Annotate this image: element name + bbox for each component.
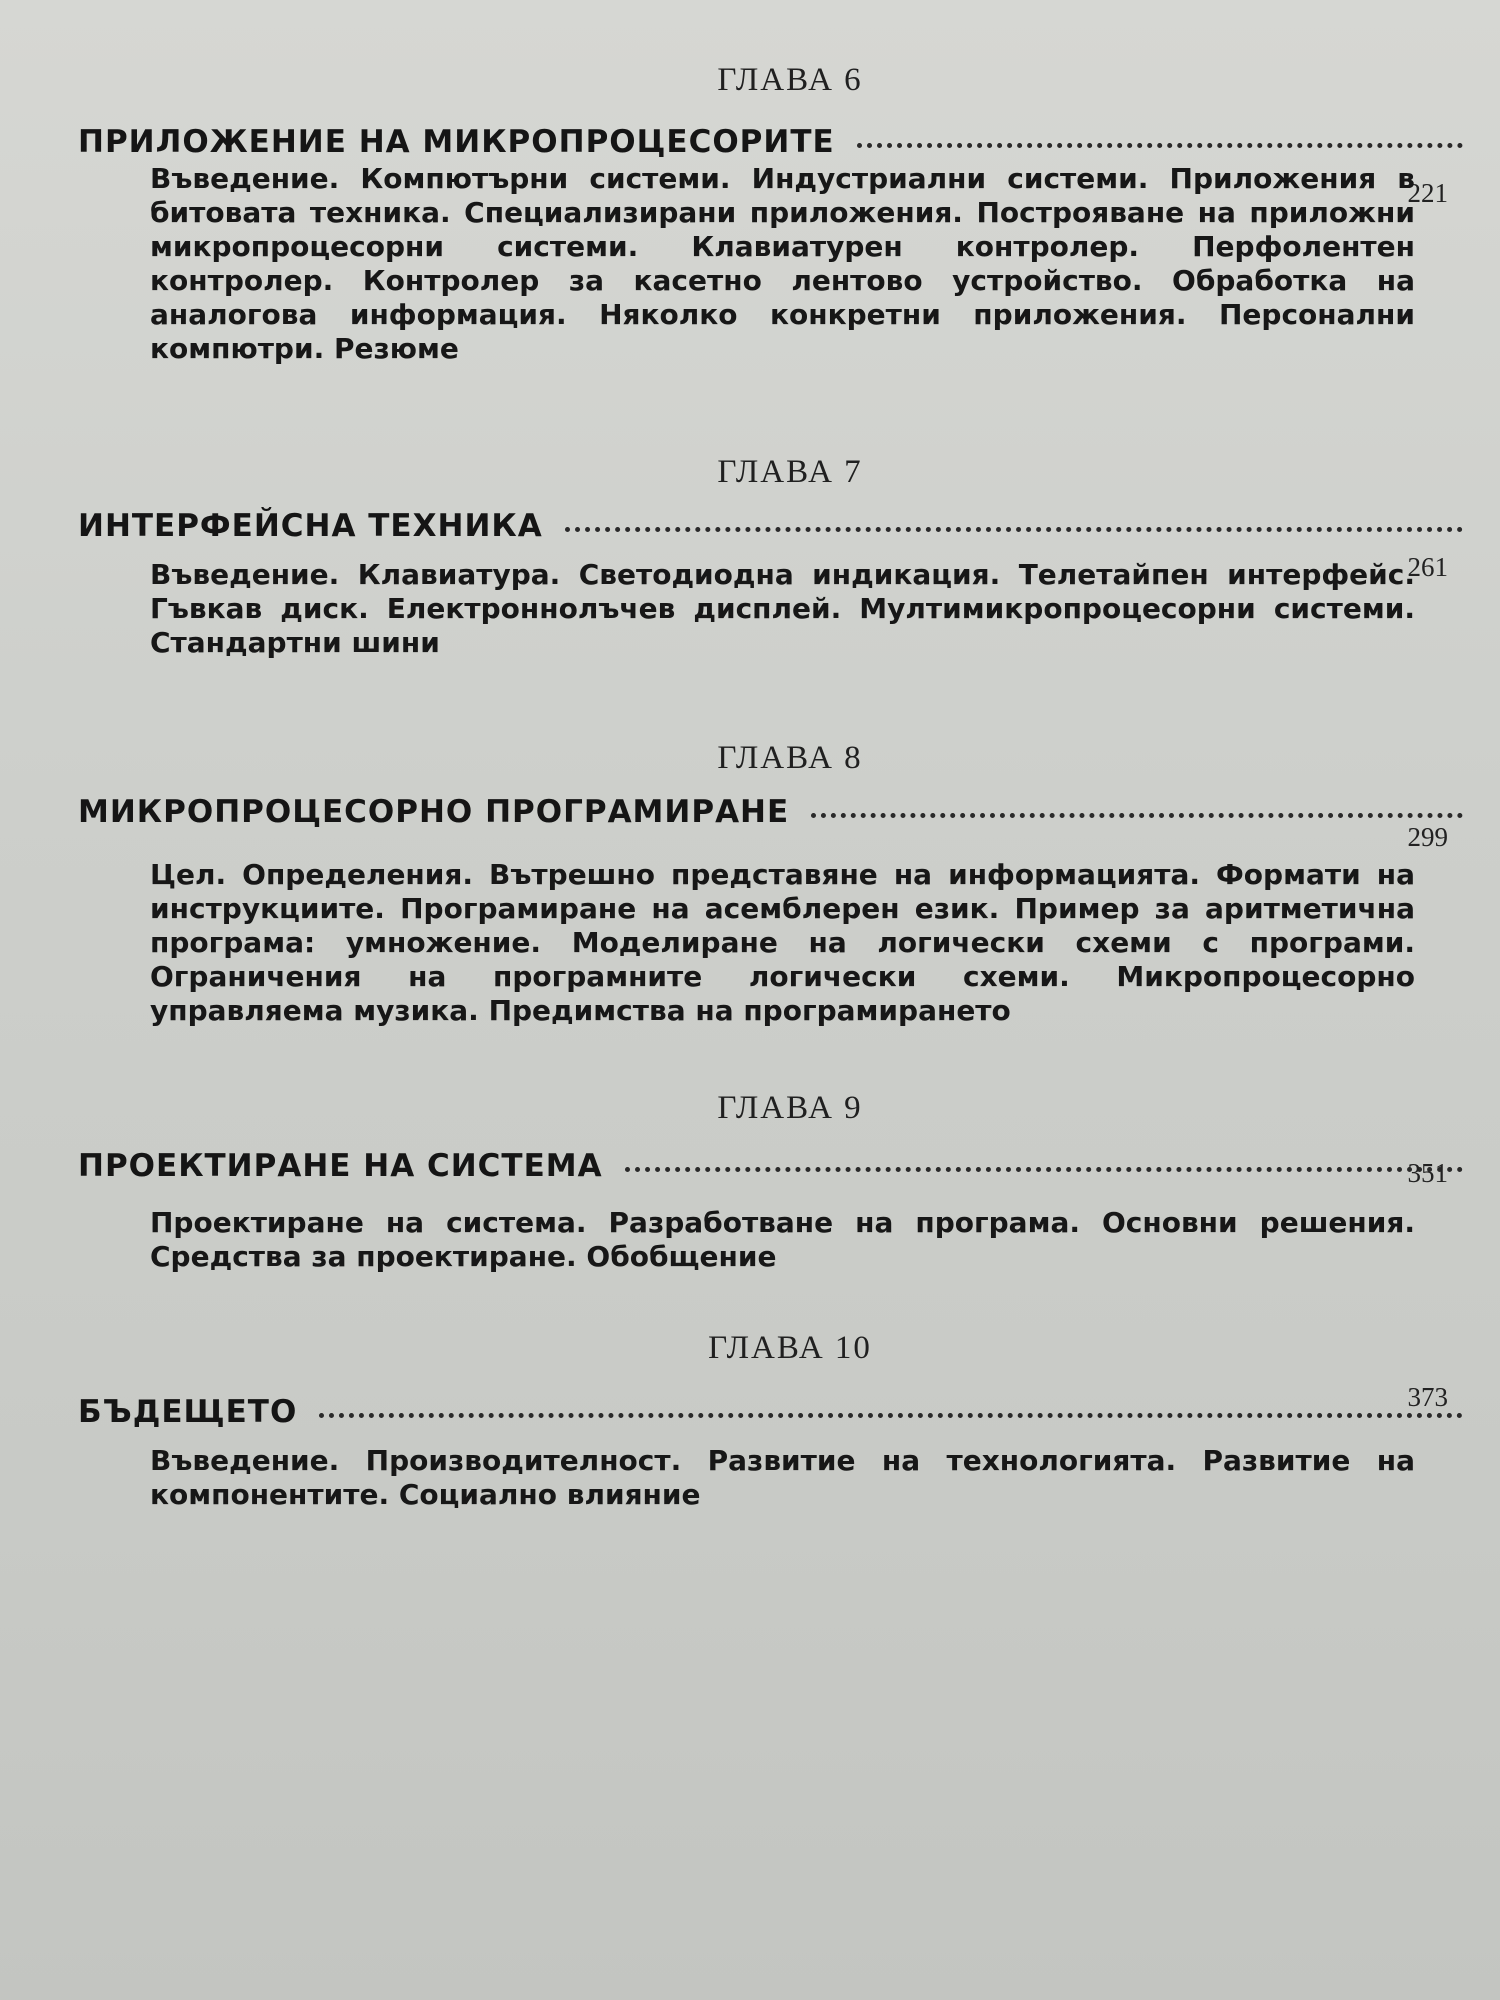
chapter-description: Цел. Определения. Вътрешно представяне на информацията. Формати на инструкциите. Програмиране на асемблерен език. Пример за аритметична програма: умножение. Моделиране на логически схеми с програми. Ограничения на програмните логически схеми. Микропроцесорно управляема музика. Предимства на програмирането (150, 858, 1415, 1027)
dot-leader (857, 143, 1463, 148)
chapter-title-row (78, 508, 1463, 544)
chapter-title-row (78, 794, 1463, 830)
dot-leader (625, 1167, 1463, 1172)
chapter-description: Въведение. Компютърни системи. Индустриални системи. Приложения в битовата техника. Специализирани приложения. Построяване на приложни микропроцесорни системи. Клавиатурен контролер. Перфолентен контролер. Контролер за касетно лентово устройство. Обработка на аналогова информация. Няколко конкретни приложения. Персонални компютри. Резюме (150, 162, 1415, 365)
page-number: 351 (1407, 1158, 1448, 1188)
chapter-title-row (78, 1394, 1463, 1430)
dot-leader (319, 1413, 1463, 1418)
chapter-description: Въведение. Производителност. Развитие на технологията. Развитие на компонентите. Социално влияние (150, 1444, 1415, 1511)
dot-leader (565, 527, 1463, 532)
page-number: 221 (1407, 178, 1448, 208)
page-number: 261 (1407, 552, 1448, 582)
chapter-description: Проектиране на система. Разработване на програма. Основни решения. Средства за проектиране. Обобщение (150, 1206, 1415, 1273)
chapter-title-row (78, 1148, 1463, 1184)
chapter-title: ПРИЛОЖЕНИЕ НА МИКРОПРОЦЕСОРИТЕ (78, 124, 835, 160)
chapter-title: ПРОЕКТИРАНЕ НА СИСТЕМА (78, 1148, 603, 1184)
chapter-title-row (78, 124, 1463, 160)
page-number: 373 (1407, 1382, 1448, 1412)
chapter-label: ГЛАВА 10 (708, 1330, 872, 1366)
chapter-title: МИКРОПРОЦЕСОРНО ПРОГРАМИРАНЕ (78, 794, 790, 830)
chapter-label: ГЛАВА 7 (717, 454, 863, 490)
chapter-title: ИНТЕРФЕЙСНА ТЕХНИКА (78, 508, 543, 544)
dot-leader (811, 813, 1463, 818)
chapter-label: ГЛАВА 9 (717, 1090, 863, 1126)
page-number: 299 (1407, 822, 1448, 852)
chapter-label: ГЛАВА 6 (717, 62, 863, 98)
chapter-label: ГЛАВА 8 (717, 740, 863, 776)
chapter-title: БЪДЕЩЕТО (78, 1394, 298, 1430)
chapter-description: Въведение. Клавиатура. Светодиодна индикация. Телетайпен интерфейс. Гъвкав диск. Електроннолъчев дисплей. Мултимикропроцесорни системи. Стандартни шини (150, 558, 1415, 659)
